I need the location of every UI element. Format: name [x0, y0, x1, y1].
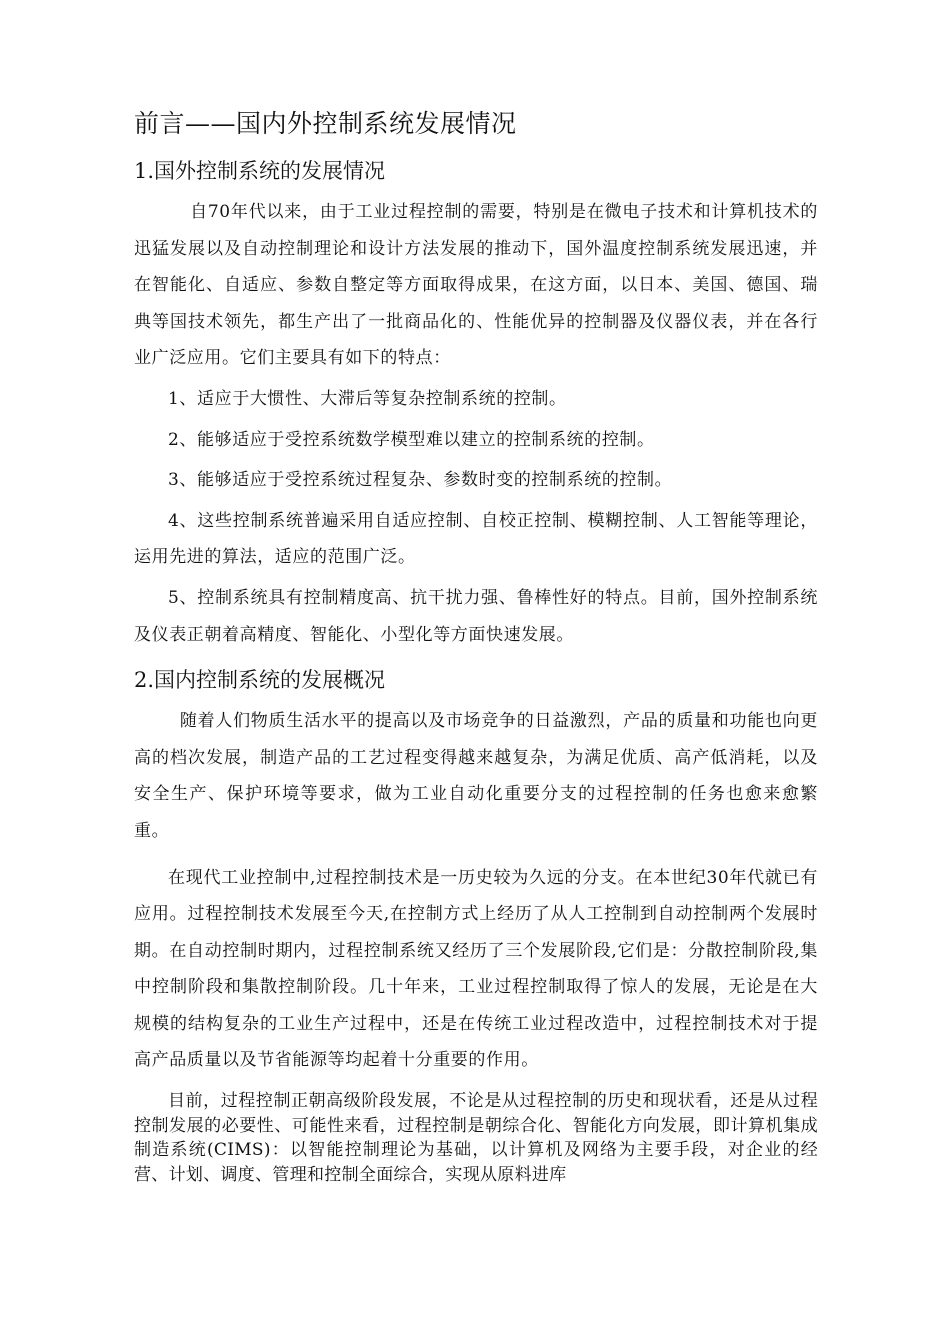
- section-heading-domestic: 2.国内控制系统的发展概况: [134, 668, 386, 693]
- document-body: [134, 104, 818, 1187]
- section2-paragraph-2: 在现代工业控制中,过程控制技术是一历史较为久远的分支。在本世纪30年代就已有应用。过程控制技术发展至今天,在控制方式上经历了从人工控制到自动控制两个发展时期。在自动控制时期内，过程控制系统又经历了三个发展阶段,它们是：分散控制阶段,集中控制阶段和集散控制阶段。几十年来，工业过程控制取得了惊人的发展，无论是在大规模的结构复杂的工业生产过程中，还是在传统工业过程改造中，过程控制技术对于提高产品质量以及节省能源等均起着十分重要的作用。: [134, 867, 818, 1071]
- section-heading-foreign: 1.国外控制系统的发展情况: [134, 159, 386, 183]
- feature-item-1: 1、适应于大惯性、大滞后等复杂控制系统的控制。: [168, 388, 567, 409]
- feature-item-2: 2、能够适应于受控系统数学模型难以建立的控制系统的控制。: [168, 429, 655, 450]
- document-title: 前言——国内外控制系统发展情况: [134, 109, 517, 138]
- section2-paragraph-3: 目前，过程控制正朝高级阶段发展，不论是从过程控制的历史和现状看，还是从过程控制发展的必要性、可能性来看，过程控制是朝综合化、智能化方向发展，即计算机集成制造系统(CIMS)：以智能控制理论为基础，以计算机及网络为主要手段，对企业的经营、计划、调度、管理和控制全面综合，实现从原料进库: [134, 1091, 818, 1185]
- feature-item-4: 4、这些控制系统普遍采用自适应控制、自校正控制、模糊控制、人工智能等理论，运用先进的算法，适应的范围广泛。: [134, 510, 818, 568]
- section1-intro-paragraph: 自70年代以来，由于工业过程控制的需要，特别是在微电子技术和计算机技术的迅猛发展以及自动控制理论和设计方法发展的推动下，国外温度控制系统发展迅速，并在智能化、自适应、参数自整定等方面取得成果，在这方面，以日本、美国、德国、瑞典等国技术领先，都生产出了一批商品化的、性能优异的控制器及仪器仪表，并在各行业广泛应用。它们主要具有如下的特点：: [134, 202, 818, 369]
- feature-item-5: 5、控制系统具有控制精度高、抗干扰力强、鲁棒性好的特点。目前，国外控制系统及仪表正朝着高精度、智能化、小型化等方面快速发展。: [134, 587, 818, 645]
- section2-paragraph-1: 随着人们物质生活水平的提高以及市场竞争的日益激烈，产品的质量和功能也向更高的档次发展，制造产品的工艺过程变得越来越复杂，为满足优质、高产低消耗，以及安全生产、保护环境等要求，做为工业自动化重要分支的过程控制的任务也愈来愈繁重。: [134, 711, 818, 841]
- feature-item-3: 3、能够适应于受控系统过程复杂、参数时变的控制系统的控制。: [168, 470, 673, 491]
